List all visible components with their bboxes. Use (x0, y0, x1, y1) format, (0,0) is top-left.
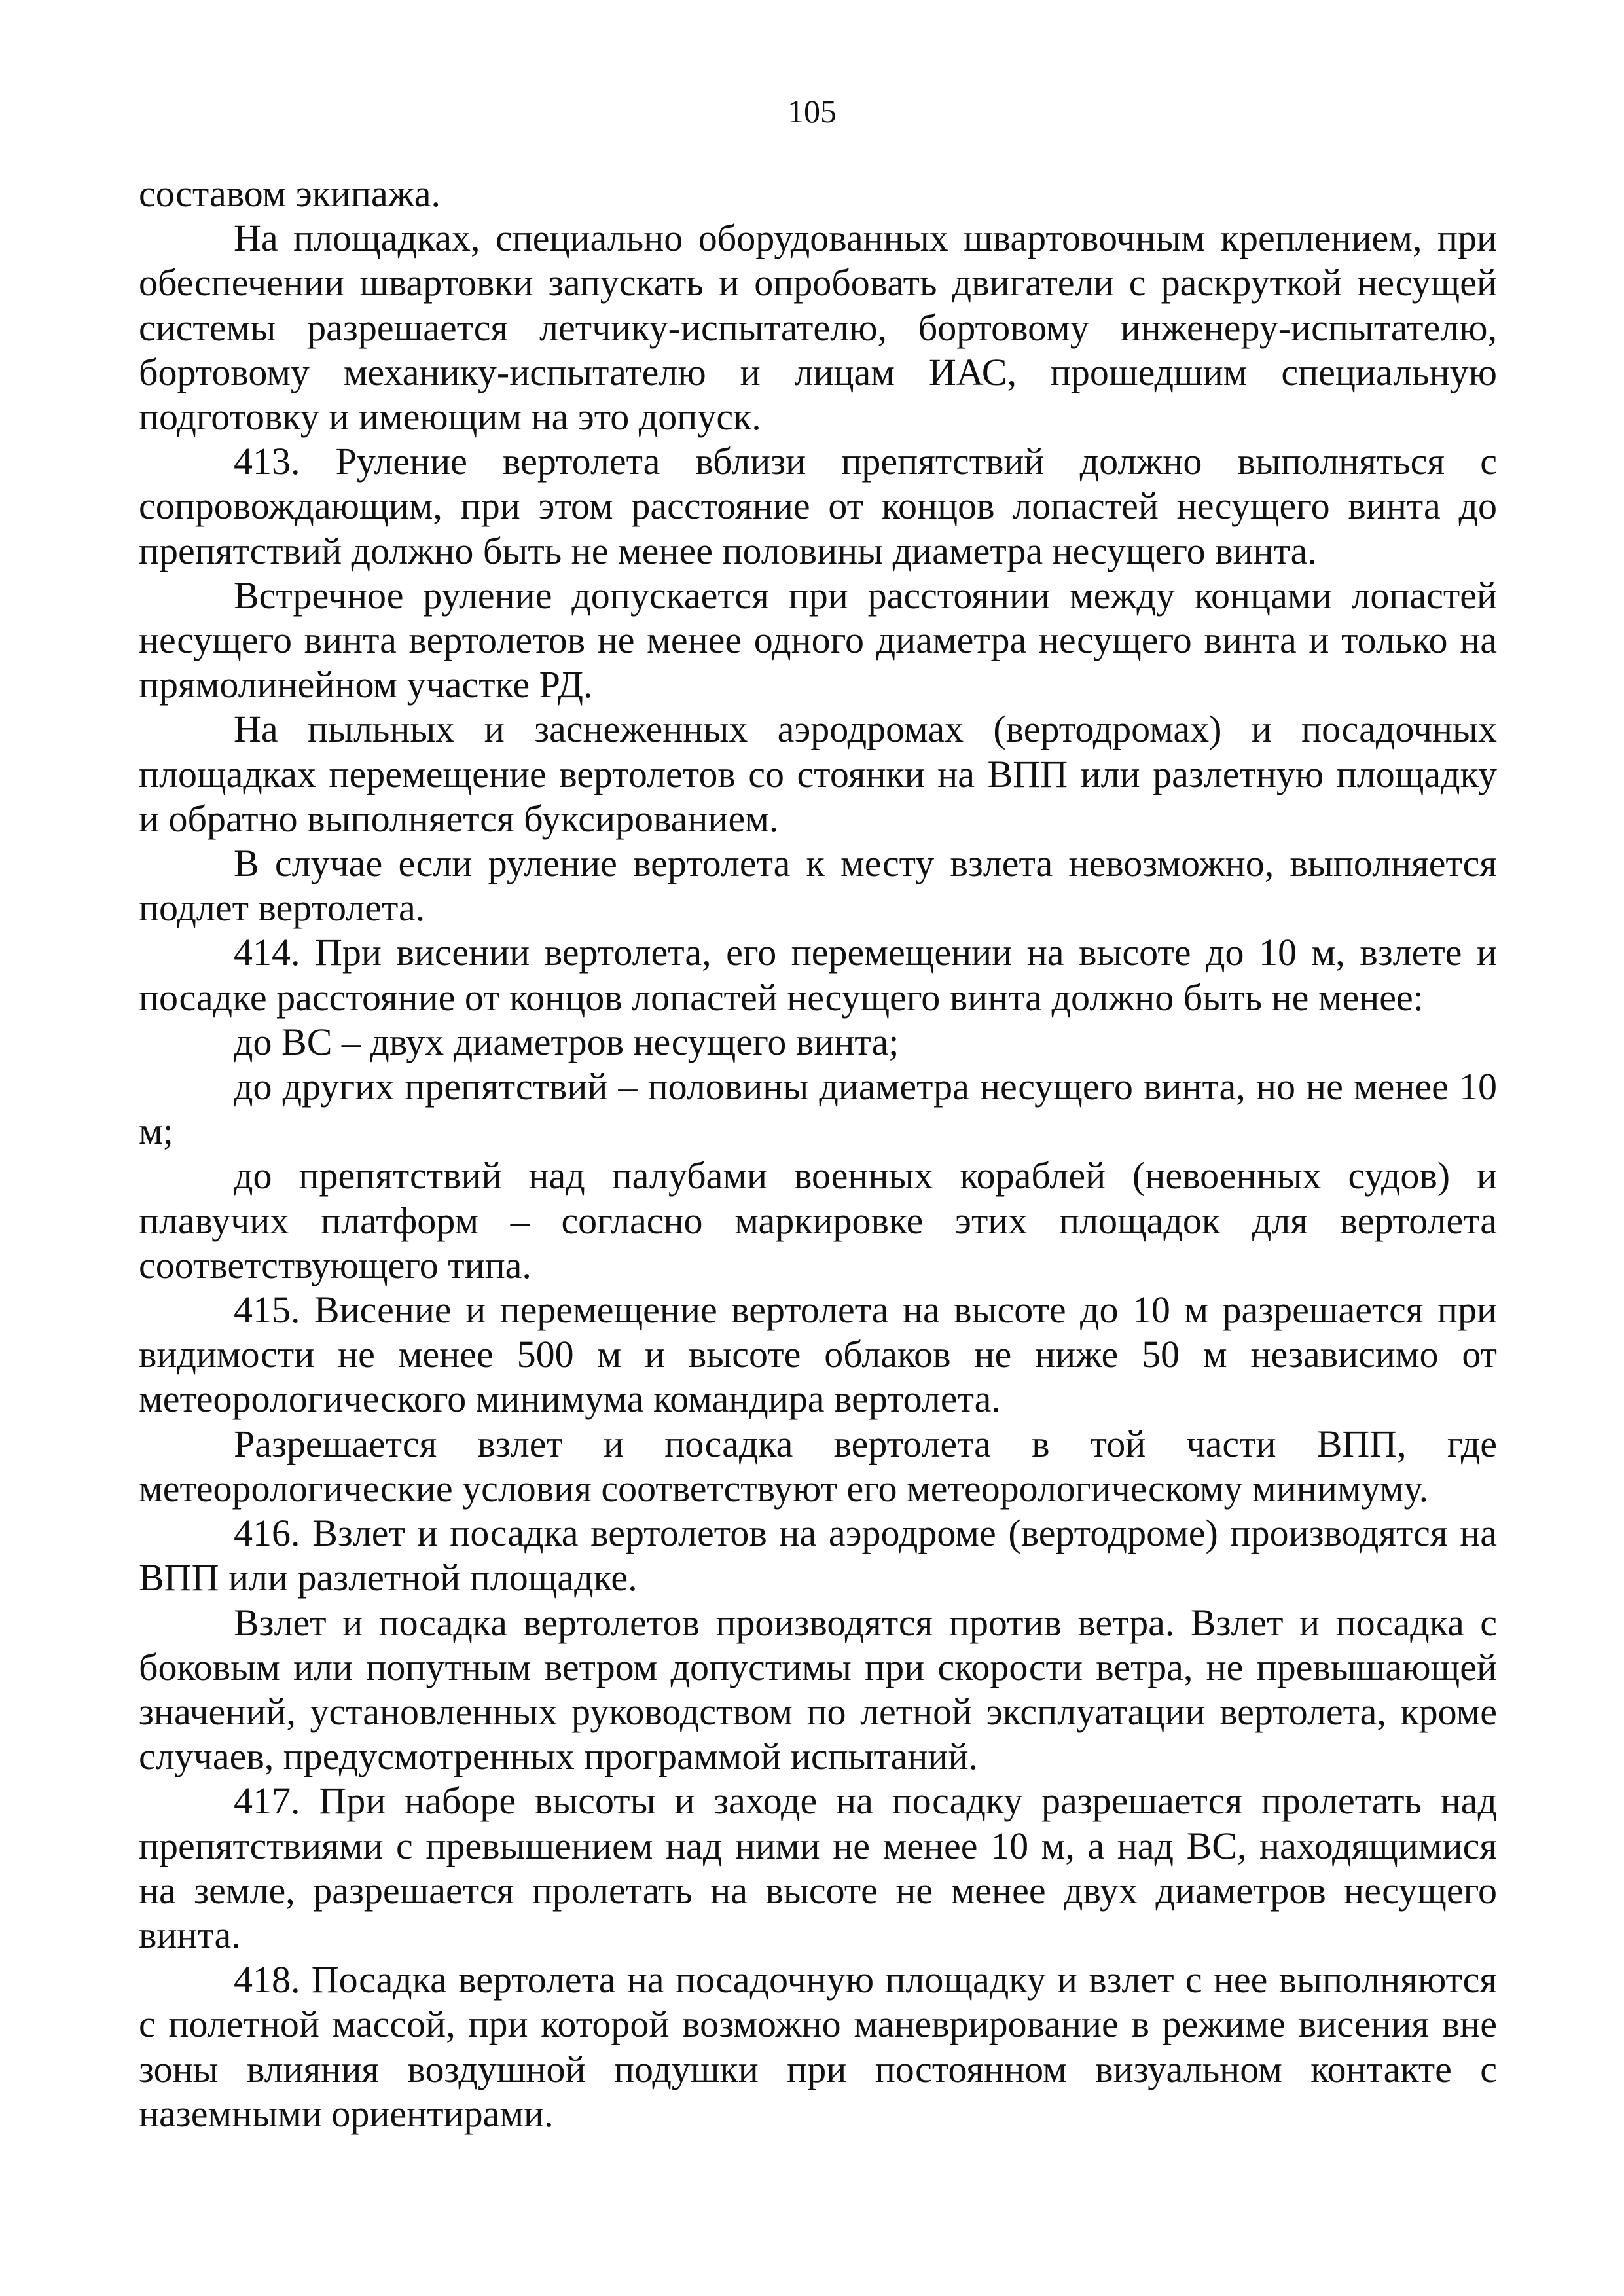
paragraph-hover-taxi: В случае если руление вертолета к месту взлета невозможно, выполняется подлет вертолета. (139, 842, 1497, 930)
paragraph-414-aircraft: до ВС – двух диаметров несущего винта; (234, 1020, 899, 1063)
paragraph-413: 413. Руление вертолета вблизи препятствий должно выполняться с сопровождающим, при этом расстояние от концов лопастей несущего винта до препятствий должно быть не менее половины диаметра несущего винта. (139, 440, 1497, 572)
paragraph-416: 416. Взлет и посадка вертолетов на аэродроме (вертодроме) производятся на ВПП или разлетной площадке. (139, 1512, 1497, 1599)
paragraph-414: 414. При висении вертолета, его перемещении на высоте до 10 м, взлете и посадке расстояние от концов лопастей несущего винта должно быть не менее: (139, 931, 1497, 1019)
paragraph-dusty-snowy-aerodromes: На пыльных и заснеженных аэродромах (вертодромах) и посадочных площадках перемещение вертолетов со стоянки на ВПП или разлетную площадку и обратно выполняется буксированием. (139, 708, 1497, 840)
paragraph-414-other-obstacles: до других препятствий – половины диаметра несущего винта, но не менее 10 м; (139, 1065, 1497, 1153)
paragraph-417: 417. При наборе высоты и заходе на посадку разрешается пролетать над препятствиями с превышением над ними не менее 10 м, а над ВС, находящимися на земле, разрешается пролетать на высоте не менее двух диаметров несущего винта. (139, 1779, 1497, 1956)
paragraph-oncoming-taxiing: Встречное руление допускается при расстоянии между концами лопастей несущего винта вертолетов не менее одного диаметра несущего винта и только на прямолинейном участке РД. (139, 574, 1497, 706)
paragraph-wind: Взлет и посадка вертолетов производятся против ветра. Взлет и посадка с боковым или попутным ветром допустимы при скорости ветра, не превышающей значений, установленных руководством по летной эксплуатации вертолета, кроме случаев, предусмотренных программой испытаний. (139, 1601, 1497, 1778)
paragraph-415: 415. Висение и перемещение вертолета на высоте до 10 м разрешается при видимости не менее 500 м и высоте облаков не ниже 50 м независимо от метеорологического минимума командира вертолета. (139, 1288, 1497, 1421)
document-body (139, 172, 1497, 2136)
paragraph-414-ship-decks: до препятствий над палубами военных кораблей (невоенных судов) и плавучих платформ – согласно маркировке этих площадок для вертолета соответствующего типа. (139, 1154, 1497, 1286)
paragraph-418: 418. Посадка вертолета на посадочную площадку и взлет с нее выполняются с полетной массой, при которой возможно маневрирование в режиме висения вне зоны влияния воздушной подушки при постоянном визуальном контакте с наземными ориентирами. (139, 1958, 1497, 2135)
page-number: 105 (787, 93, 837, 130)
paragraph-mooring-engine-test: На площадках, специально оборудованных швартовочным креплением, при обеспечении швартовки запускать и опробовать двигатели с раскруткой несущей системы разрешается летчику-испытателю, бортовому инженеру-испытателю, бортовому механику-испытателю и лицам ИАС, прошедшим специальную подготовку и имеющим на это допуск. (139, 217, 1497, 439)
paragraph-runway-part: Разрешается взлет и посадка вертолета в той части ВПП, где метеорологические условия соответствуют его метеорологическому минимуму. (139, 1422, 1497, 1510)
paragraph-continuation: составом экипажа. (139, 172, 441, 215)
